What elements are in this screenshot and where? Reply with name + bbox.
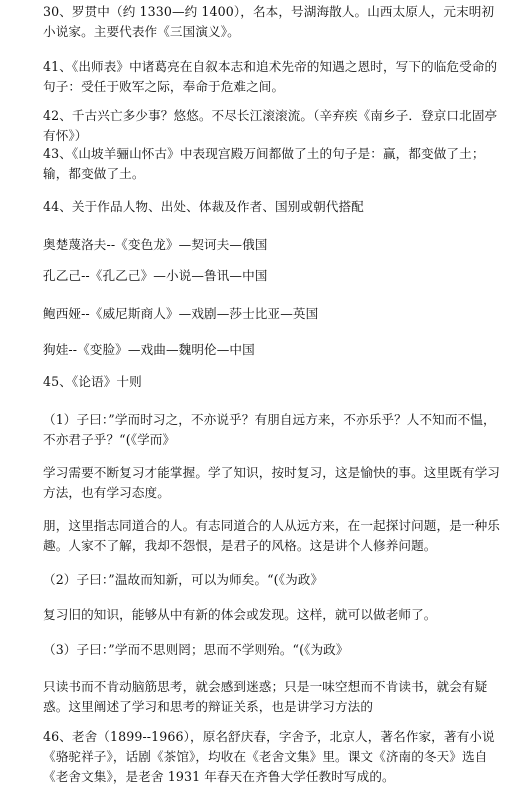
analects-explanation-1b: 朋，这里指志同道合的人。有志同道合的人从远方来，在一起探讨问题，是一种乐趣。人家不了解，我却不怨恨，是君子的风格。这是讲个人修养问题。: [43, 518, 500, 553]
paragraph-30-luo-guanzhong: 30、罗贯中（约 1330—约 1400），名本，号湖海散人。山西太原人，元末明初小说家。主要代表作《三国演义》。: [43, 4, 495, 39]
analects-explanation-1a: 学习需要不断复习才能掌握。学了知识，按时复习，这是愉快的事。这里既有学习方法，也有学习态度。: [43, 465, 500, 500]
pairing-item-bian-lian: 狗娃--《变脸》—戏曲—魏明伦—中国: [43, 342, 255, 357]
pairing-item-merchant-of-venice: 鲍西娅--《威尼斯商人》—戏剧—莎士比亚—英国: [43, 306, 319, 321]
paragraph-41-chu-shi-biao: 41、《出师表》中诸葛亮在自叙本志和追术先帝的知遇之恩时，写下的临危受命的句子：受任于败军之际，奉命于危难之间。: [43, 59, 498, 94]
paragraph-45-heading: 45、《论语》十则: [43, 374, 142, 389]
analects-quote-2: （2）子曰：”温故而知新，可以为师矣。“(《为政》: [43, 572, 324, 587]
analects-explanation-3: 只读书而不肯动脑筋思考，就会感到迷惑；只是一味空想而不肯读书，就会有疑惑。这里阐述了学习和思考的辩证关系，也是讲学习方法的: [43, 679, 488, 714]
analects-quote-3: （3）子曰：”学而不思则罔；思而不学则殆。“(《为政》: [43, 642, 349, 657]
paragraph-43-shanpoyang: 43、《山坡羊骊山怀古》中表现宫殿万间都做了土的句子是：赢，都变做了土；输，都变做了土。: [43, 146, 485, 181]
paragraph-44-heading: 44、关于作品人物、出处、体裁及作者、国别或朝代搭配: [43, 199, 364, 214]
analects-quote-1: （1）子曰：”学而时习之，不亦说乎？有朋自远方来，不亦乐乎？人不知而不愠，不亦君子乎？“(《学而》: [43, 412, 496, 447]
paragraph-46-lao-she: 46、老舍（1899--1966），原名舒庆春，字舍予，北京人，著名作家，著有小说《骆驼祥子》，话剧《茶馆》，均收在《老舍文集》里。课文《济南的冬天》选自《老舍文集》，是老舍 1931 年春天在齐鲁大学任教时写成的。: [43, 729, 495, 784]
pairing-item-chameleon: 奥楚蔑洛夫--《变色龙》—契诃夫—俄国: [43, 237, 268, 252]
paragraph-42-nan-xiang-zi: 42、千古兴亡多少事？悠悠。不尽长江滚滚流。（辛弃疾《南乡子．登京口北固亭有怀》）: [43, 108, 498, 143]
analects-explanation-2: 复习旧的知识，能够从中有新的体会或发现。这样，就可以做老师了。: [43, 607, 437, 622]
pairing-item-kong-yiji: 孔乙己--《孔乙己》—小说—鲁讯—中国: [43, 268, 268, 283]
